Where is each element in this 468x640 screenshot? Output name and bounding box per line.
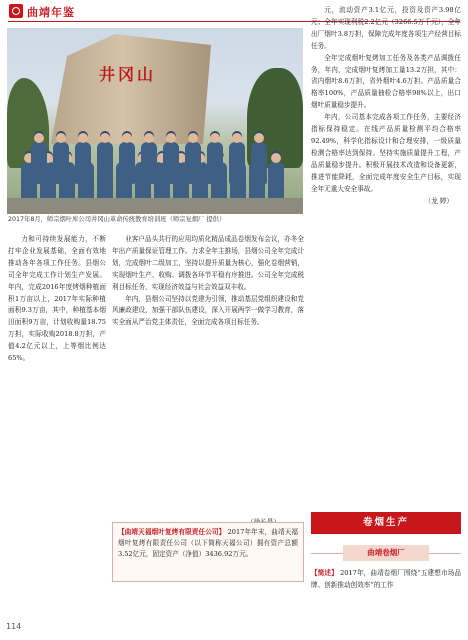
body-column-left: [8, 234, 106, 614]
person: [163, 142, 179, 184]
person: [141, 142, 157, 184]
group-photo: [7, 28, 303, 214]
monument-stone: [51, 34, 211, 144]
intro-text: 2017年，曲靖卷烟厂围绕“五建想市场品牌、创新推动创效率”的工作: [311, 569, 461, 589]
paragraph: 年内，县烟公司坚持以党建为引领，推动基层党组织建设和党风廉政建设，加强干部队伍建设，深入开展两学一做学习教育，落实全面从严治党主体责任，全面完成各项目标任务。: [112, 294, 304, 327]
author-signature: （龙 婷）: [424, 196, 453, 205]
company-entry-box: [112, 522, 304, 582]
paragraph: 业客户品头共行的应用均质化精品成品卷烟发布会议，办冬全年出产质量保证管理工作。力求全年主推场，县烟公司全年完成计划，完成烟叶二级加工，坚持以提升质量为核心，强化卷烟营销，实现烟叶生产、收购、调拨各环节平稳有序推进。公司全年完成税利目标任务，实现经济效益与社会效益双丰收。: [112, 235, 304, 291]
yearbook-logo-icon: [9, 4, 23, 18]
running-head-title: 曲靖年鉴: [27, 6, 75, 19]
subsection-title: 曲靖卷烟厂: [343, 545, 429, 561]
paragraph: 力和可持续发展能力，不断打牢企业发展基础，全面有效地推动各年各项工作任务。县烟公司全年完成工作计划生产发展。年内，完成2016年度烤烟种植面积1万亩以上，2017年实际种植面积9.3万亩，其中，种植基本烟田面积9万亩，计划收购量18.75万担，实际收购2018.8万担，产值4.2亿元以上，上等烟比例达65%。: [8, 235, 106, 363]
person: [207, 142, 223, 184]
entry-heading: 【曲靖天福烟叶复烤有限责任公司】: [118, 528, 226, 536]
person: [229, 142, 245, 184]
entry-text: 2017年年末，曲靖天福烟叶复烤有限责任公司（以下简称天福公司）拥有资产总额3.52亿元，固定资产（净值）3436.92万元。: [118, 528, 299, 558]
subsection-intro: [311, 568, 461, 592]
company-entry: [113, 523, 303, 564]
person: [185, 142, 201, 184]
paragraph: 元，流动资产3.1亿元，投资及资产3.98亿元；全年实现利税2.2亿元（3266.5万千元），全年出厂烟叶3.8万担，保障完成年度各项生产经营目标任务。: [311, 6, 461, 50]
paragraph: 全年完成烟叶复烤加工任务及各类产品调拨任务，年内，完成烟叶复烤加工量13.2万担，其中：省内烟叶8.6万担，省外烟叶4.6万担。产品质量合格率100%，产品质量抽检合格率98%以上，出口烟叶质量稳步提升。: [311, 53, 461, 110]
person: [119, 142, 135, 184]
page-number: 114: [6, 622, 22, 631]
monument-inscription: 井冈山: [99, 65, 157, 84]
body-column-right: [311, 5, 461, 508]
section-title-banner: 卷烟生产: [311, 512, 461, 534]
person: [53, 142, 69, 184]
paragraph: 年内，公司基本完成各项工作任务，主要经济指标保持稳定。在线产品质量检测平均合格率92.49%，科学化指标设计和合理安排，一级质量检测合格率达到保持。坚持实施质量提升工程，产品质量稳步提升。积极开展技术改造和设备更新，推进节能降耗，全面完成年度安全生产目标，实现全年无重大安全事故。: [311, 113, 461, 193]
stone-steps: [7, 198, 303, 214]
intro-label: 【简述】: [311, 569, 338, 577]
person: [31, 142, 47, 184]
subsection-ribbon: [311, 545, 461, 561]
photo-caption: 2017年8月，师宗烟叶库公司井冈山革命传统教育培训班（师宗复烟厂 提供）: [8, 216, 226, 223]
body-column-middle: [112, 234, 304, 519]
person: [97, 142, 113, 184]
person: [251, 142, 267, 184]
person: [75, 142, 91, 184]
